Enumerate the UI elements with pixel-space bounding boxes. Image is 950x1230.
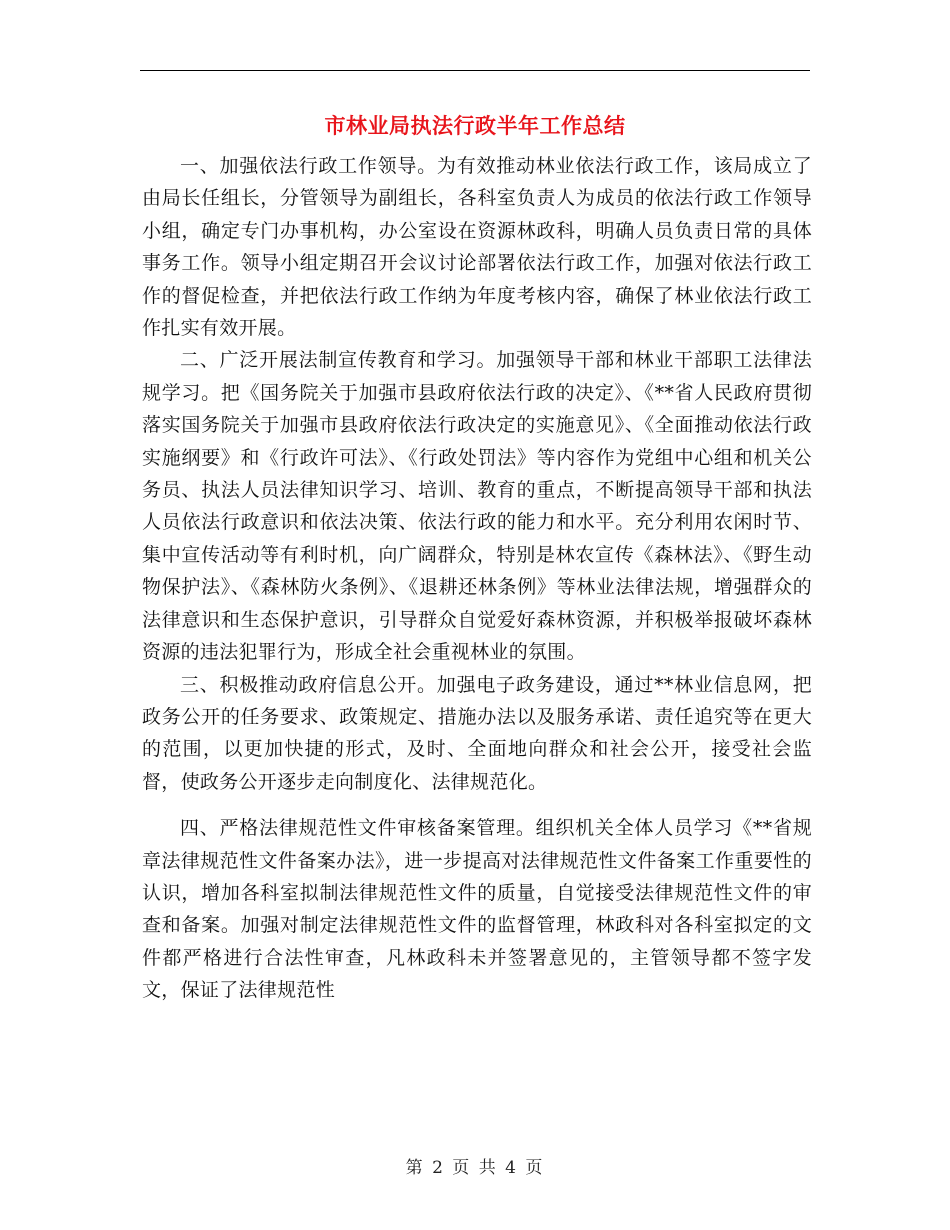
- page-number-footer: 第 2 页 共 4 页: [405, 1158, 545, 1178]
- header-rule: [140, 70, 810, 71]
- paragraph-4: 四、严格法律规范性文件审核备案管理。组织机关全体人员学习《**省规章法律规范性文件备案办法》，进一步提高对法律规范性文件备案工作重要性的认识，增加各科室拟制法律规范性文件的质量，自觉接受法律规范性文件的审查和备案。加强对制定法律规范性文件的监督管理，林政科对各科室拟定的文件都严格进行合法性审查，凡林政科未并签署意见的，主管领导都不签字发文，保证了法律规范性: [142, 817, 812, 1002]
- document-title: 市林业局执法行政半年工作总结: [324, 113, 626, 138]
- paragraph-1: 一、加强依法行政工作领导。为有效推动林业依法行政工作，该局成立了由局长任组长，分管领导为副组长，各科室负责人为成员的依法行政工作领导小组，确定专门办事机构，办公室设在资源林政科，明确人员负责日常的具体事务工作。领导小组定期召开会议讨论部署依法行政工作，加强对依法行政工作的督促检查，并把依法行政工作纳为年度考核内容，确保了林业依法行政工作扎实有效开展。: [142, 155, 812, 340]
- paragraph-2: 二、广泛开展法制宣传教育和学习。加强领导干部和林业干部职工法律法规学习。把《国务院关于加强市县政府依法行政的决定》、《**省人民政府贯彻落实国务院关于加强市县政府依法行政决定的实施意见》、《全面推动依法行政实施纲要》和《行政许可法》、《行政处罚法》等内容作为党组中心组和机关公务员、执法人员法律知识学习、培训、教育的重点，不断提高领导干部和执法人员依法行政意识和依法决策、依法行政的能力和水平。充分利用农闲时节、集中宣传活动等有利时机，向广阔群众，特别是林农宣传《森林法》、《野生动物保护法》、《森林防火条例》、《退耕还林条例》等林业法律法规，增强群众的法律意识和生态保护意识，引导群众自觉爱好森林资源，并积极举报破坏森林资源的违法犯罪行为，形成全社会重视林业的氛围。: [142, 349, 812, 664]
- document-body: [142, 150, 812, 1007]
- paragraph-3: 三、积极推动政府信息公开。加强电子政务建设，通过**林业信息网，把政务公开的任务要求、政策规定、措施办法以及服务承诺、责任追究等在更大的范围，以更加快捷的形式，及时、全面地向群众和社会公开，接受社会监督，使政务公开逐步走向制度化、法律规范化。: [142, 673, 812, 793]
